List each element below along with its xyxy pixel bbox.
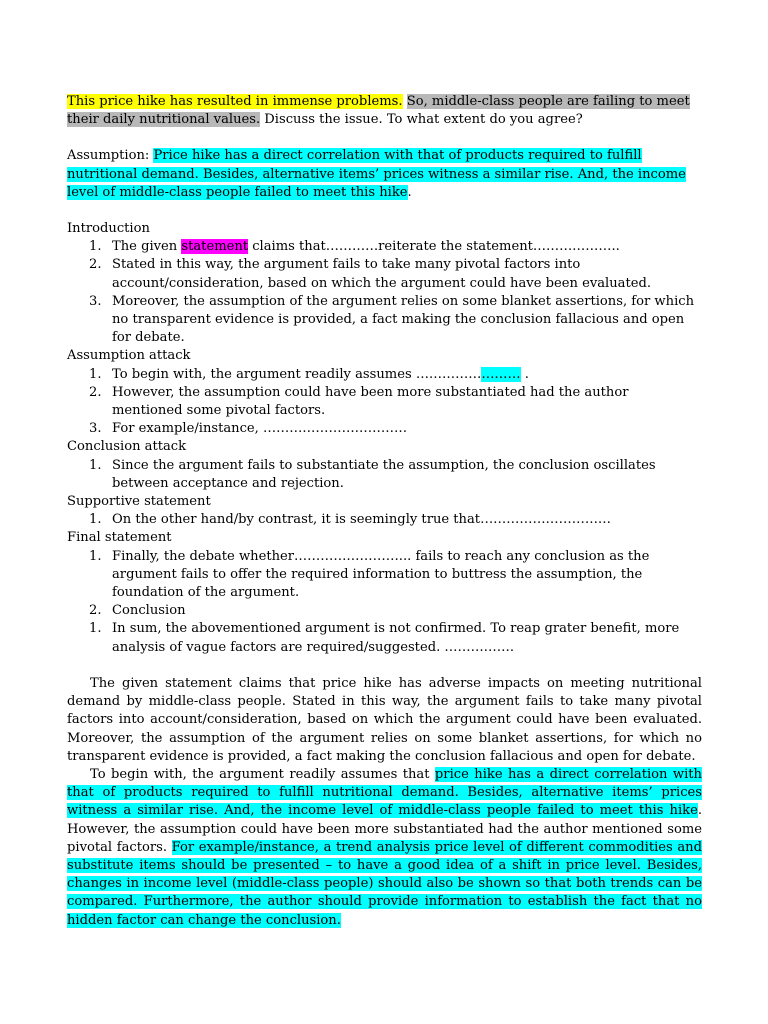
conclusion-attack-list [67, 457, 702, 493]
list-item [67, 293, 702, 348]
essay-paragraph-2 [67, 766, 702, 930]
list-item [67, 620, 702, 656]
final-statement-heading: Final statement [67, 530, 172, 546]
item-text: . [520, 366, 529, 382]
list-number: 1. [89, 548, 102, 564]
item-text: To begin with, the argument readily assumes …………… [112, 366, 482, 382]
list-number: 2. [89, 603, 102, 619]
item-text: However, the assumption could have been more substantiated had the author mentioned some pivotal factors. [112, 384, 629, 419]
list-number: 1. [89, 239, 102, 255]
essay-text: . However, the assumption could have been more substantiated had the author mentioned some pivotal factors. [67, 803, 702, 855]
item-text: Stated in this way, the argument fails to take many pivotal factors into account/consideration, based on which the argument could have been evaluated. [112, 257, 652, 291]
assumption-label: Assumption: [67, 148, 154, 164]
assumption-end: . [407, 184, 412, 200]
list-item [67, 366, 702, 384]
list-number: 2. [89, 257, 102, 273]
essay-highlight-2: For example/instance, a trend analysis price level of different commodities and substitute items should be presented – to have a good idea of a shift in price level. Besides, changes in income level (middle-class people) should also be shown so that both trends can be compared. Furthermore, the author should provide information to establish the fact that no hidden factor can change the conclusion. [67, 839, 703, 928]
list-item [67, 256, 702, 292]
list-number: 2. [89, 384, 102, 400]
item-text: In sum, the abovementioned argument is not confirmed. To reap grater benefit, more analysis of vague factors are required/suggested. ……………. [112, 621, 680, 655]
item-text: claims that…………reiterate the statement……………….. [248, 239, 620, 255]
item-text: On the other hand/by contrast, it is seemingly true that………………………… [112, 512, 612, 528]
conclusion-attack-heading: Conclusion attack [67, 439, 187, 455]
list-item [67, 384, 702, 420]
spacer [67, 129, 702, 147]
spacer [67, 657, 702, 675]
item-text: The given [112, 239, 182, 255]
supportive-statement-list [67, 511, 702, 529]
list-number: 1. [89, 512, 102, 528]
introduction-heading: Introduction [67, 221, 150, 237]
list-item [67, 238, 702, 256]
essay-text: To begin with, the argument readily assumes that [90, 766, 435, 782]
assumption-paragraph [67, 147, 702, 202]
spacer [67, 202, 702, 220]
list-item [67, 602, 702, 620]
list-item [67, 548, 702, 603]
assumption-attack-list [67, 366, 702, 439]
essay-question [67, 93, 702, 129]
list-number: 1. [89, 366, 102, 382]
item-text: Moreover, the assumption of the argument relies on some blanket assertions, for which no transparent evidence is provided, a fact making the conclusion fallacious and open for debate. [112, 293, 695, 346]
final-statement-list [67, 548, 702, 657]
question-part-1: This price hike has resulted in immense problems. [67, 94, 403, 109]
question-part-3: Discuss the issue. To what extent do you agree? [260, 112, 583, 128]
essay-paragraph-1: The given statement claims that price hike has adverse impacts on meeting nutritional demand by middle-class people. Stated in this way, the argument fails to take many pivotal factors into account/consideration, based on which the argument could have been evaluated. Moreover, the assumption of the argument relies on some blanket assertions, for which no transparent evidence is provided, a fact making the conclusion fallacious and open for debate. [67, 675, 702, 764]
list-item [67, 457, 702, 493]
list-number: 1. [89, 457, 102, 473]
list-item [67, 511, 702, 529]
highlighted-word: statement [181, 239, 249, 255]
essay-highlight-1: price hike has a direct correlation with that of products required to fulfill nutritional demand. Besides, alternative items’ prices witness a similar rise. And, the income level of middle-class people failed to meet this hike [67, 766, 702, 819]
item-text: Conclusion [112, 603, 186, 619]
item-text: Since the argument fails to substantiate the assumption, the conclusion oscillates between acceptance and rejection. [112, 457, 656, 491]
highlighted-dots: ……… [481, 366, 521, 382]
supportive-statement-heading: Supportive statement [67, 494, 211, 510]
question-part-2: So, middle-class people are failing to meet their daily nutritional values. [67, 94, 690, 128]
assumption-text: Price hike has a direct correlation with that of products required to fulfill nutritional demand. Besides, alternative items’ prices witness a similar rise. And, the income level of middle-class people failed to meet this hike [67, 148, 686, 200]
introduction-list [67, 238, 702, 347]
item-text: For example/instance, …………………………… [112, 421, 408, 437]
list-number: 3. [89, 421, 102, 437]
item-text: Finally, the debate whether……………………... fails to reach any conclusion as the argument fails to offer the required information to buttress the assumption, the foundation of the argument. [112, 548, 650, 601]
list-item [67, 420, 702, 438]
assumption-attack-heading: Assumption attack [67, 348, 191, 364]
list-number: 3. [89, 293, 102, 309]
list-number: 1. [89, 621, 102, 637]
